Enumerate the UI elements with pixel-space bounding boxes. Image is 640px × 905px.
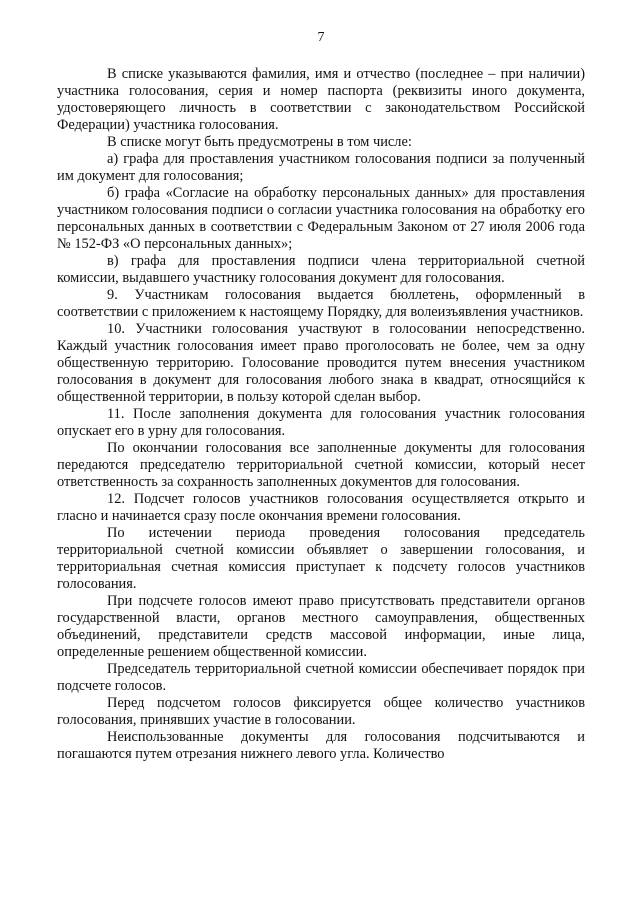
- paragraph-clause-12: 12. Подсчет голосов участников голосования осуществляется открыто и гласно и начинается сразу после окончания времени голосования.: [57, 491, 585, 524]
- paragraph-item-a: а) графа для проставления участником голосования подписи за полученный им документ для голосования;: [57, 151, 585, 184]
- paragraph-end-of-voting: По истечении периода проведения голосования председатель территориальной счетной комиссии объявляет о завершении голосования, и территориальная счетная комиссия приступает к подсчету голосов участников голосования.: [57, 525, 585, 592]
- paragraph-list-may-include: В списке могут быть предусмотрены в том числе:: [107, 134, 412, 150]
- paragraph-clause-9: 9. Участникам голосования выдается бюллетень, оформленный в соответствии с приложением к настоящему Порядку, для волеизъявления участников.: [57, 287, 585, 320]
- paragraph-clause-10: 10. Участники голосования участвуют в голосовании непосредственно. Каждый участник голосования имеет право проголосовать не более, чем за одну общественную территорию. Голосование проводится путем внесения участником голосования в документ для голосования любого знака в квадрат, относящийся к общественной территории, в пользу которой сделан выбор.: [57, 321, 585, 405]
- paragraph-clause-11: 11. После заполнения документа для голосования участник голосования опускает его в урну для голосования.: [57, 406, 585, 439]
- paragraph-list-contents: В списке указываются фамилия, имя и отчество (последнее – при наличии) участника голосования, серия и номер паспорта (реквизиты иного документа, удостоверяющего личность в соответствии с законодательством Российской Федерации) участника голосования.: [57, 66, 585, 133]
- paragraph-observers: При подсчете голосов имеют право присутствовать представители органов государственной власти, органов местного самоуправления, общественных объединений, представители средств массовой информации, иные лица, определенные решением общественной комиссии.: [57, 593, 585, 660]
- paragraph-after-voting: По окончании голосования все заполненные документы для голосования передаются председателю территориальной счетной комиссии, который несет ответственность за сохранность заполненных документов для голосования.: [57, 440, 585, 490]
- paragraph-item-c: в) графа для проставления подписи члена территориальной счетной комиссии, выдавшего участнику голосования документ для голосования.: [57, 253, 585, 286]
- paragraph-item-b: б) графа «Согласие на обработку персональных данных» для проставления участником голосования подписи о согласии участника голосования на обработку его персональных данных в соответствии с Федеральным Законом от 27 июля 2006 года № 152-ФЗ «О персональных данных»;: [57, 185, 585, 252]
- paragraph-unused-documents: Неиспользованные документы для голосования подсчитываются и погашаются путем отрезания нижнего левого угла. Количество: [57, 729, 585, 762]
- paragraph-chairman-order: Председатель территориальной счетной комиссии обеспечивает порядок при подсчете голосов.: [57, 661, 585, 694]
- paragraph-total-count: Перед подсчетом голосов фиксируется общее количество участников голосования, принявших участие в голосовании.: [57, 695, 585, 728]
- page-number: 7: [317, 30, 325, 45]
- document-body: [57, 66, 585, 763]
